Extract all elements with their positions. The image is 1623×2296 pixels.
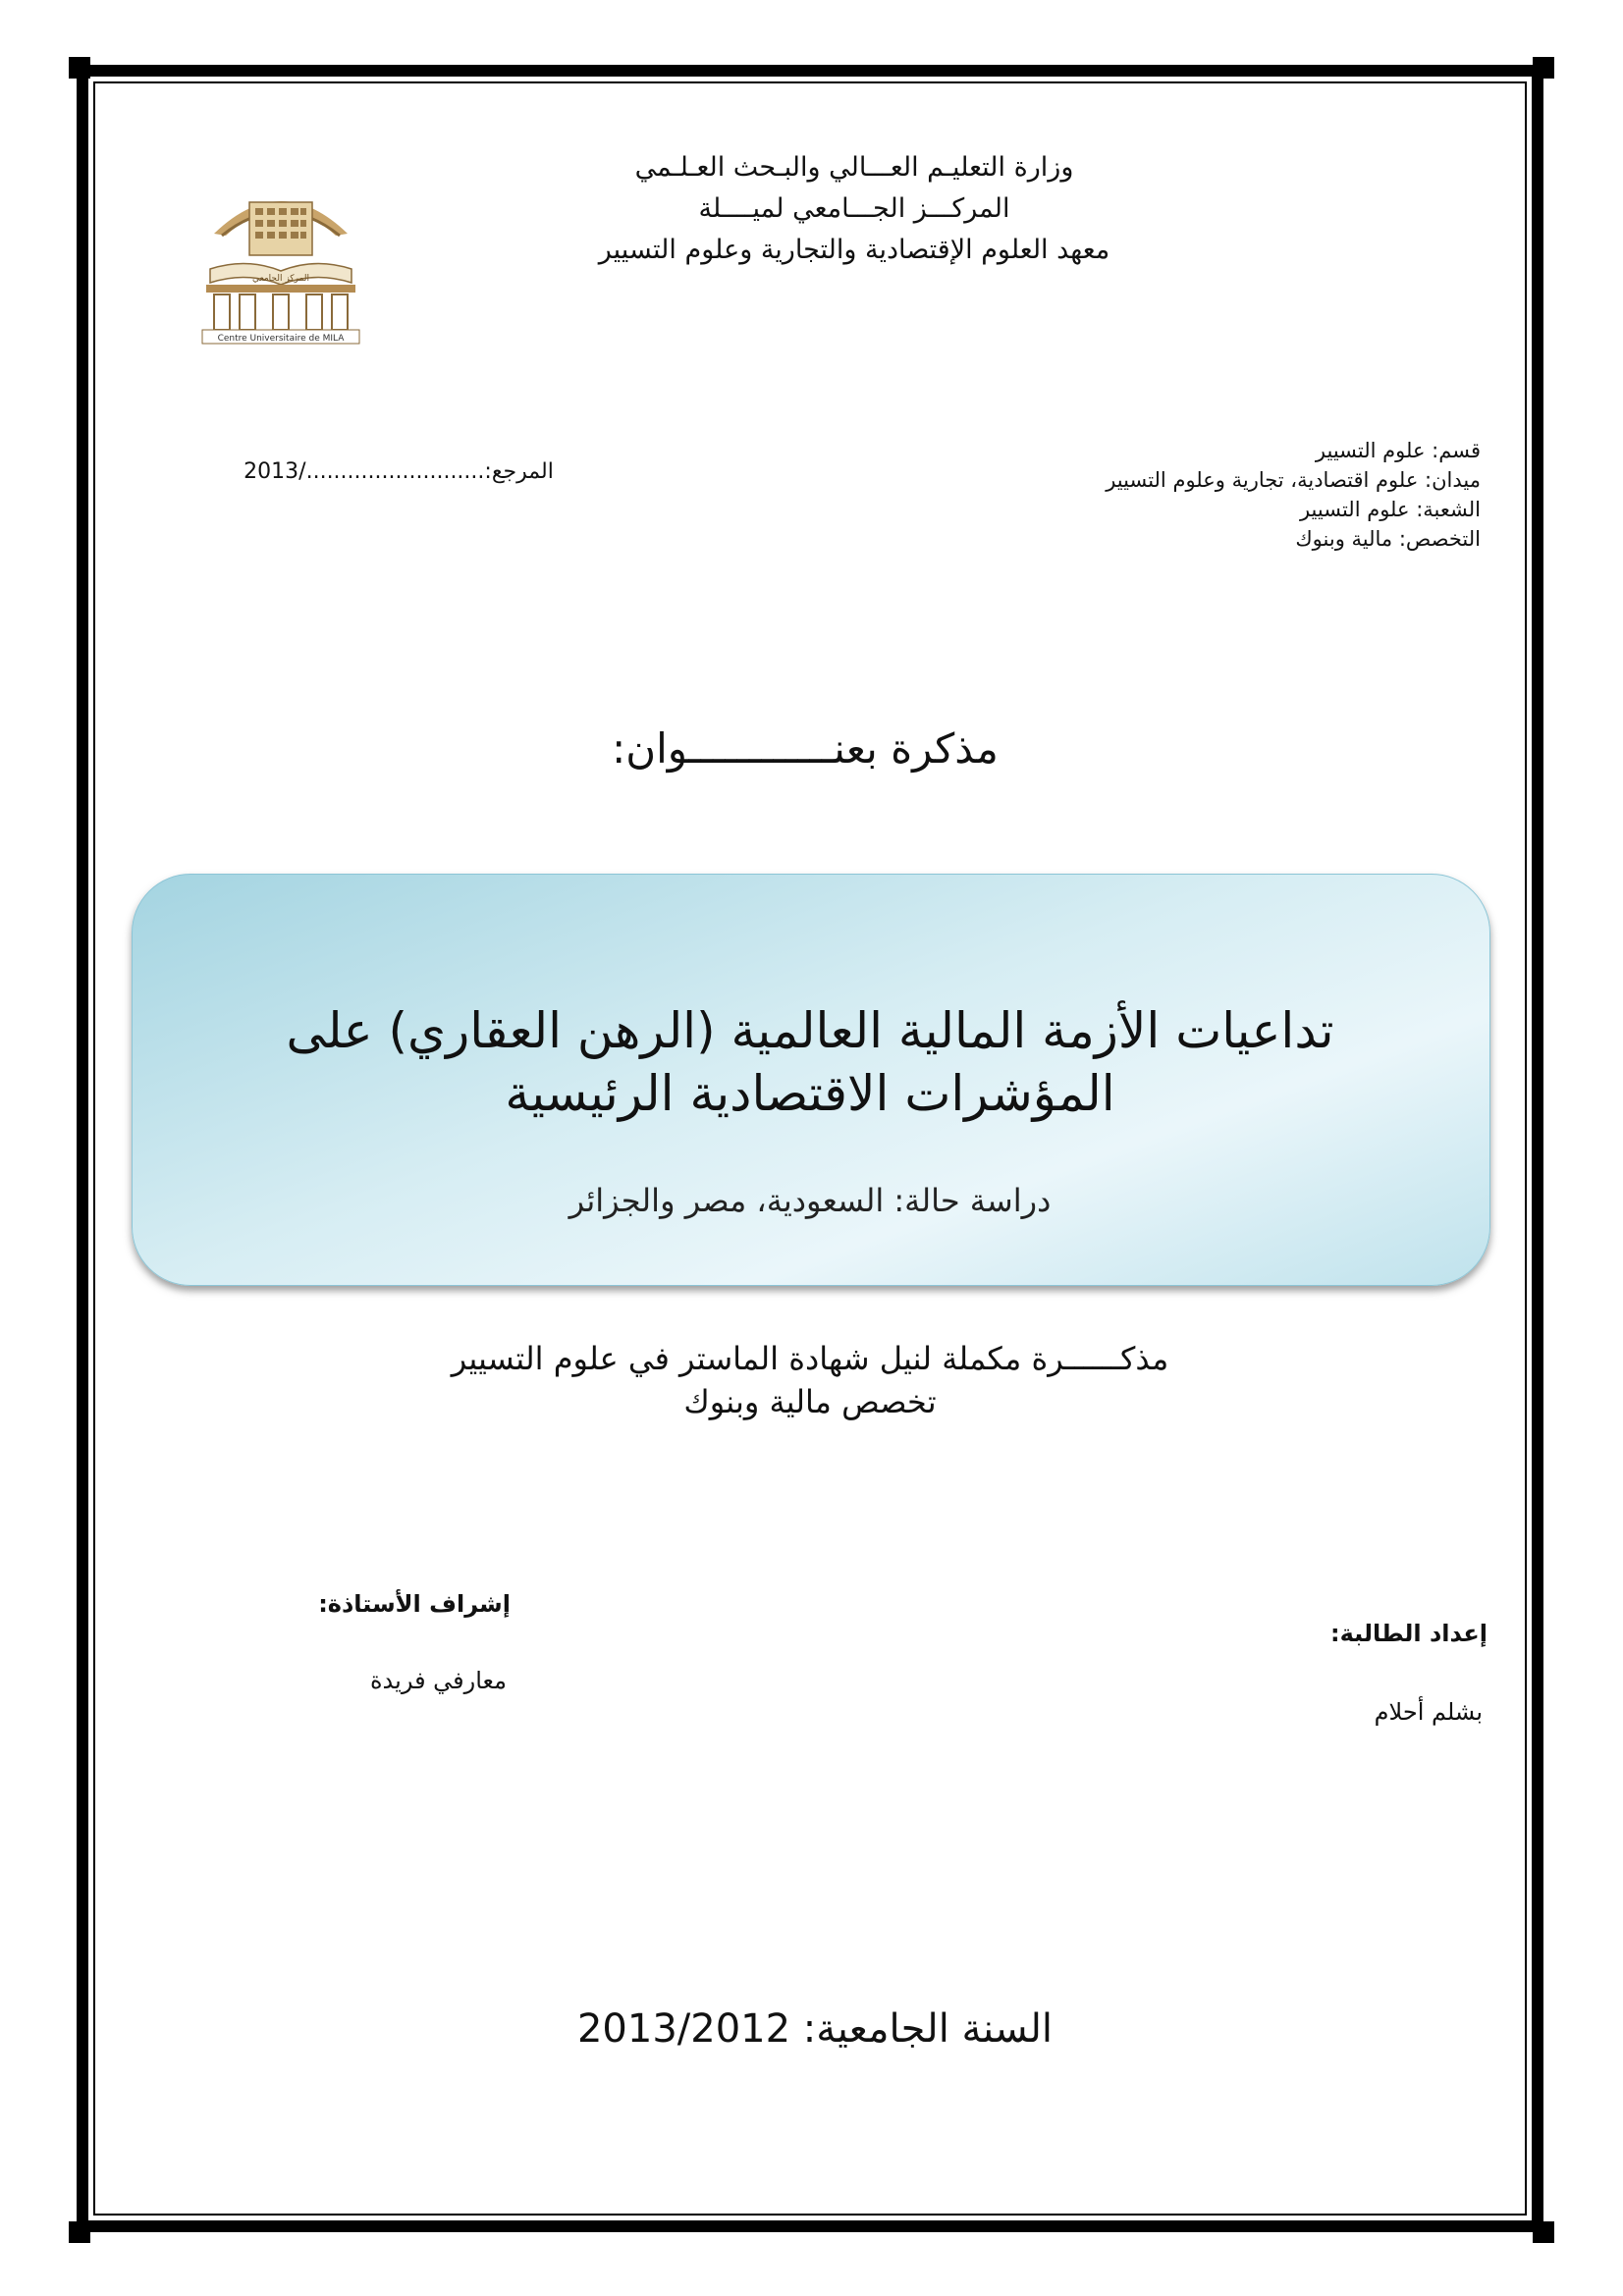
ministry-name: وزارة التعليـم العـــالي والبـحث العـلـمي (634, 152, 1074, 183)
field-line: ميدان: علوم اقتصادية، تجارية وعلوم التسيير (1106, 468, 1481, 492)
specialty-line: التخصص: مالية وبنوك (1295, 527, 1481, 551)
border-corner (69, 57, 90, 79)
student-label: إعداد الطالبة: (1330, 1620, 1488, 1647)
student-name: بشلم أحلام (1374, 1698, 1483, 1726)
institute-name: معهد العلوم الإقتصادية والتجارية وعلوم التسيير (598, 235, 1110, 265)
degree-statement (412, 1337, 1208, 1423)
logo-caption: Centre Universitaire de MILA (217, 334, 345, 344)
branch-line: الشعبة: علوم التسيير (1299, 498, 1481, 521)
supervisor-label: إشراف الأستاذة: (318, 1590, 511, 1618)
institution-header (550, 147, 1159, 271)
department-line: قسم: علوم التسيير (1315, 439, 1481, 462)
supervisor-name: معارفي فريدة (369, 1667, 507, 1694)
svg-text:المركز الجامعي: المركز الجامعي (252, 274, 309, 284)
academic-year: السنة الجامعية: 2013/2012 (576, 2006, 1054, 2052)
specialty-statement: تخصص مالية وبنوك (683, 1383, 937, 1420)
border-corner (1533, 2221, 1554, 2243)
border-corner (69, 2221, 90, 2243)
degree-line: مذكــــــرة مكملة لنيل شهادة الماستر في علوم التسيير (451, 1340, 1169, 1377)
reference-number: المرجع:........................../2013 (243, 459, 554, 484)
department-info (962, 436, 1481, 554)
university-logo (192, 175, 369, 347)
border-corner (1533, 57, 1554, 79)
center-name: المركـــز الجـــامعي لميــــلة (698, 193, 1010, 224)
thesis-title: تداعيات الأزمة المالية العالمية (الرهن العقاري) على المؤشرات الاقتصادية الرئيسية (286, 1002, 1334, 1122)
memo-heading: مذكرة بعنــــــــــــوان: (612, 724, 999, 773)
case-study-subtitle: دراسة حالة: السعودية، مصر والجزائر (568, 1182, 1052, 1219)
